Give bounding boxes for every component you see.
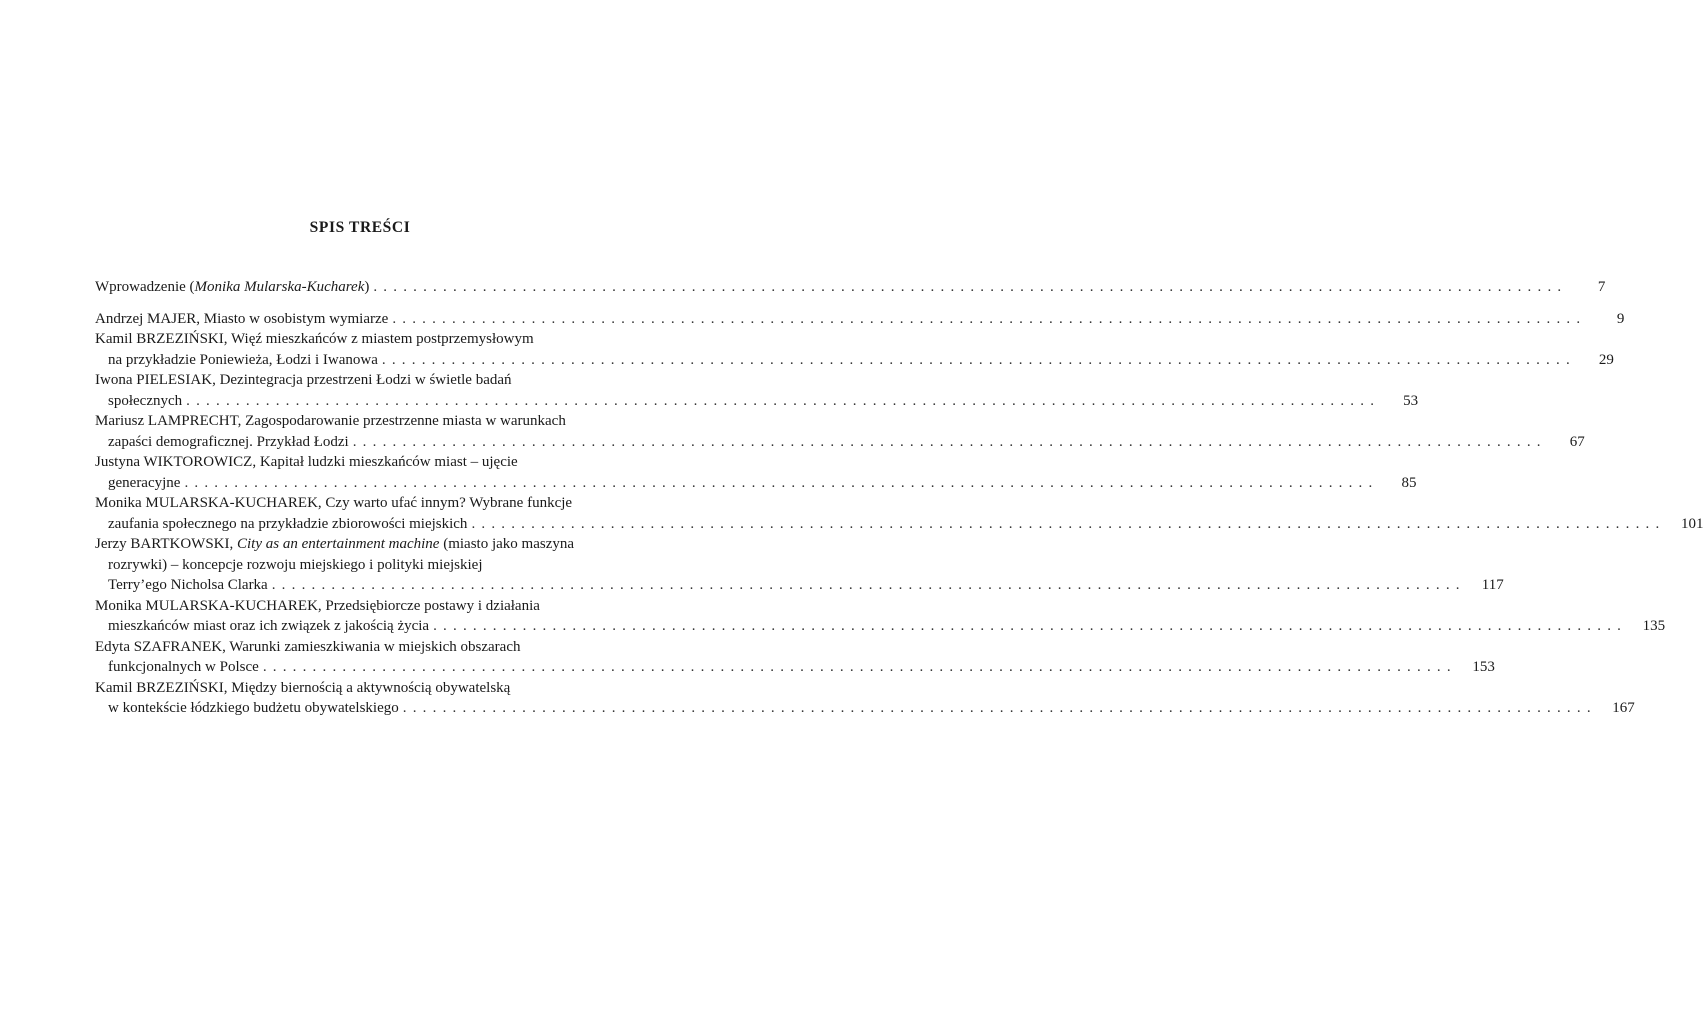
toc-entry-line [95,514,1703,535]
toc-entry-text: na przykładzie Poniewieża, Łodzi i Iwanowa [108,351,378,368]
toc-page-number: 101 [1680,515,1703,532]
toc-entry-line: Monika MULARSKA-KUCHAREK, Przedsiębiorcze postawy i działania [95,597,540,614]
dot-leader: ........................................................................................................................ [271,577,1466,593]
toc-entry [95,637,1495,678]
toc-entry-line [95,473,1417,494]
toc-title: SPIS TREŚCI [309,219,411,236]
dot-leader: ........................................................................................................................ [352,433,1547,450]
toc-entry [95,452,1417,493]
toc-entry [95,678,1635,719]
toc-entry-line [95,350,1614,371]
toc-entry-line: Iwona PIELESIAK, Dezintegracja przestrzeni Łodzi w świetle badań [95,372,512,388]
toc-entry-text: funkcjonalnych w Polsce [108,659,259,675]
toc-entry [95,329,1614,370]
dot-leader: ........................................................................................................................ [402,700,1597,716]
toc-page-number: 135 [1642,618,1666,634]
toc-page-number: 117 [1481,577,1504,593]
toc-entry-line: Justyna WIKTOROWICZ, Kapitał ludzki mieszkańców miast – ujęcie [95,454,518,470]
toc-entry-text: w kontekście łódzkiego budżetu obywatelskiego [108,700,399,716]
toc-entry-line: Mariusz LAMPRECHT, Zagospodarowanie przestrzenne miasta w warunkach [95,413,566,429]
toc-page-number: 167 [1612,700,1635,716]
dot-leader: ........................................................................................................................ [373,279,1568,295]
toc-entry-line: Monika MULARSKA-KUCHAREK, Czy warto ufać innym? Wybrane funkcje [95,495,573,511]
toc-entry-text: społecznych [108,392,183,409]
toc-entry-line: Kamil BRZEZIŃSKI, Więź mieszkańców z miastem postprzemysłowym [95,331,534,347]
toc-entry-line [95,432,1585,453]
toc-entry [95,309,1625,330]
toc-entry [95,370,1419,411]
toc-entry-line [95,657,1495,678]
toc-entry-line: Edyta SZAFRANEK, Warunki zamieszkiwania w miejskich obszarach [95,638,521,655]
toc-entry-line [95,391,1419,412]
editor-name: Monika Mularska-Kucharek [194,279,365,295]
toc-entry-text: generacyjne [108,474,181,491]
toc-entry-text: zapaści demograficznej. Przykład Łodzi [108,433,349,450]
toc-entry [95,493,1703,534]
dot-leader: ........................................................................................................................ [184,474,1379,491]
toc-entry [95,534,1504,596]
dot-leader: ........................................................................................................................ [262,659,1457,675]
toc-entry-text: Andrzej MAJER, Miasto w osobistym wymiarze [95,310,389,327]
dot-leader: ........................................................................................................................ [471,515,1666,532]
toc-entry-line [95,616,1666,637]
table-of-contents [95,277,1703,719]
toc-entry-introduction [95,277,1606,298]
toc-page-number: 9 [1616,310,1625,327]
toc-page-number: 85 [1401,474,1417,491]
toc-entry-line [95,309,1625,330]
italic-title: City as an entertainment machine [237,536,440,552]
toc-entry-text: Terry’ego Nicholsa Clarka [108,577,268,593]
toc-entry-text: Wprowadzenie (Monika Mularska-Kucharek) [95,279,370,295]
toc-entry-line: rozrywki) – koncepcje rozwoju miejskiego i polityki miejskiej [108,556,483,573]
toc-entry-line [95,698,1635,719]
toc-page-number: 67 [1569,433,1585,450]
toc-entry-line [95,277,1606,298]
toc-entry [95,411,1585,452]
toc-entry-text: mieszkańców miast oraz ich związek z jakością życia [108,618,430,634]
toc-entry-text: zaufania społecznego na przykładzie zbiorowości miejskich [108,515,468,532]
toc-entry-line [95,575,1504,596]
toc-page-number: 29 [1598,351,1614,368]
toc-page-number: 7 [1597,279,1606,295]
toc-entry [95,596,1666,637]
dot-leader: ........................................................................................................................ [433,618,1628,634]
dot-leader: ........................................................................................................................ [392,310,1587,327]
toc-page-number: 153 [1472,659,1495,675]
toc-entry-line: Jerzy BARTKOWSKI, City as an entertainment machine (miasto jako maszyna [95,536,575,552]
dot-leader: ........................................................................................................................ [381,351,1576,368]
toc-entry-line: Kamil BRZEZIŃSKI, Między biernością a aktywnością obywatelską [95,679,511,696]
toc-page-number: 53 [1403,392,1419,409]
dot-leader: ........................................................................................................................ [186,392,1381,409]
